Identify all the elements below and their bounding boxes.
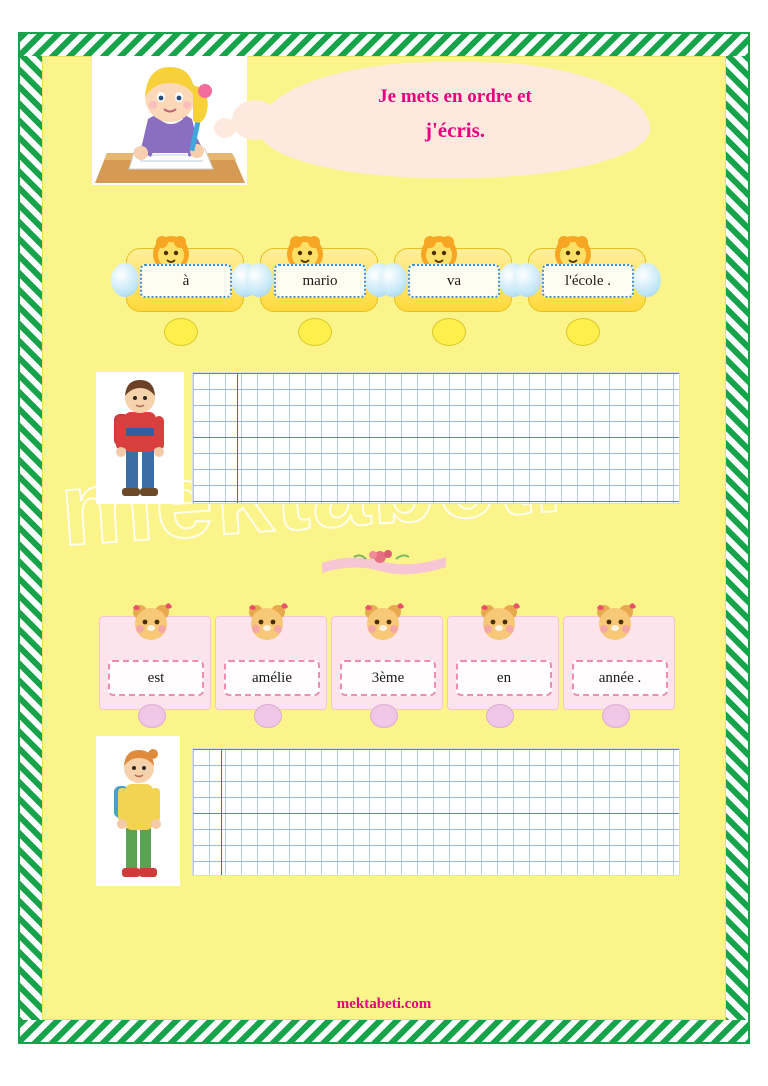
ribbon-icon xyxy=(318,545,450,575)
word-card[interactable] xyxy=(254,236,382,356)
word-card[interactable] xyxy=(328,608,444,726)
answer-order-circle[interactable] xyxy=(432,318,466,346)
bear-icon xyxy=(593,602,637,644)
word-label: amélie xyxy=(224,660,320,696)
answer-order-circle[interactable] xyxy=(486,704,514,728)
word-label: va xyxy=(408,264,500,298)
answer-order-circle[interactable] xyxy=(370,704,398,728)
word-label: en xyxy=(456,660,552,696)
word-card[interactable] xyxy=(120,236,248,356)
answer-order-circle[interactable] xyxy=(254,704,282,728)
rose-ribbon-ornament xyxy=(318,545,450,575)
writing-lines-2[interactable] xyxy=(192,748,680,876)
boy-with-backpack-photo xyxy=(96,372,184,504)
word-card[interactable] xyxy=(560,608,676,726)
word-label: à xyxy=(140,264,232,298)
answer-order-circle[interactable] xyxy=(164,318,198,346)
word-card[interactable] xyxy=(96,608,212,726)
word-label: 3ème xyxy=(340,660,436,696)
word-card[interactable] xyxy=(444,608,560,726)
answer-order-circle[interactable] xyxy=(298,318,332,346)
word-label: l'école . xyxy=(542,264,634,298)
instruction-line-2: j'écris. xyxy=(424,118,486,142)
bear-icon xyxy=(477,602,521,644)
seyes-baselines xyxy=(193,749,679,875)
answer-order-circle[interactable] xyxy=(566,318,600,346)
bear-icon xyxy=(129,602,173,644)
word-card[interactable] xyxy=(212,608,328,726)
red-margin-line xyxy=(221,749,222,875)
exercise-1-word-cards xyxy=(120,236,650,356)
footer-site-name: mektabeti.com xyxy=(336,996,432,1012)
seyes-baselines xyxy=(193,373,679,503)
speech-cloud xyxy=(260,62,650,178)
writing-lines-1[interactable] xyxy=(192,372,680,504)
instruction-line-1: Je mets en ordre et xyxy=(378,86,532,107)
boy-with-backpack-illustration xyxy=(96,372,184,504)
header-area xyxy=(70,52,650,202)
word-label: mario xyxy=(274,264,366,298)
girl-with-backpack-illustration xyxy=(96,736,180,886)
bear-icon xyxy=(361,602,405,644)
exercise-2-word-cards xyxy=(96,608,676,726)
girl-with-backpack-photo xyxy=(96,736,180,886)
red-margin-line xyxy=(237,373,238,503)
word-card[interactable] xyxy=(388,236,516,356)
word-label: est xyxy=(108,660,204,696)
answer-order-circle[interactable] xyxy=(138,704,166,728)
answer-order-circle[interactable] xyxy=(602,704,630,728)
word-card[interactable] xyxy=(522,236,650,356)
bear-icon xyxy=(245,602,289,644)
word-label: année . xyxy=(572,660,668,696)
